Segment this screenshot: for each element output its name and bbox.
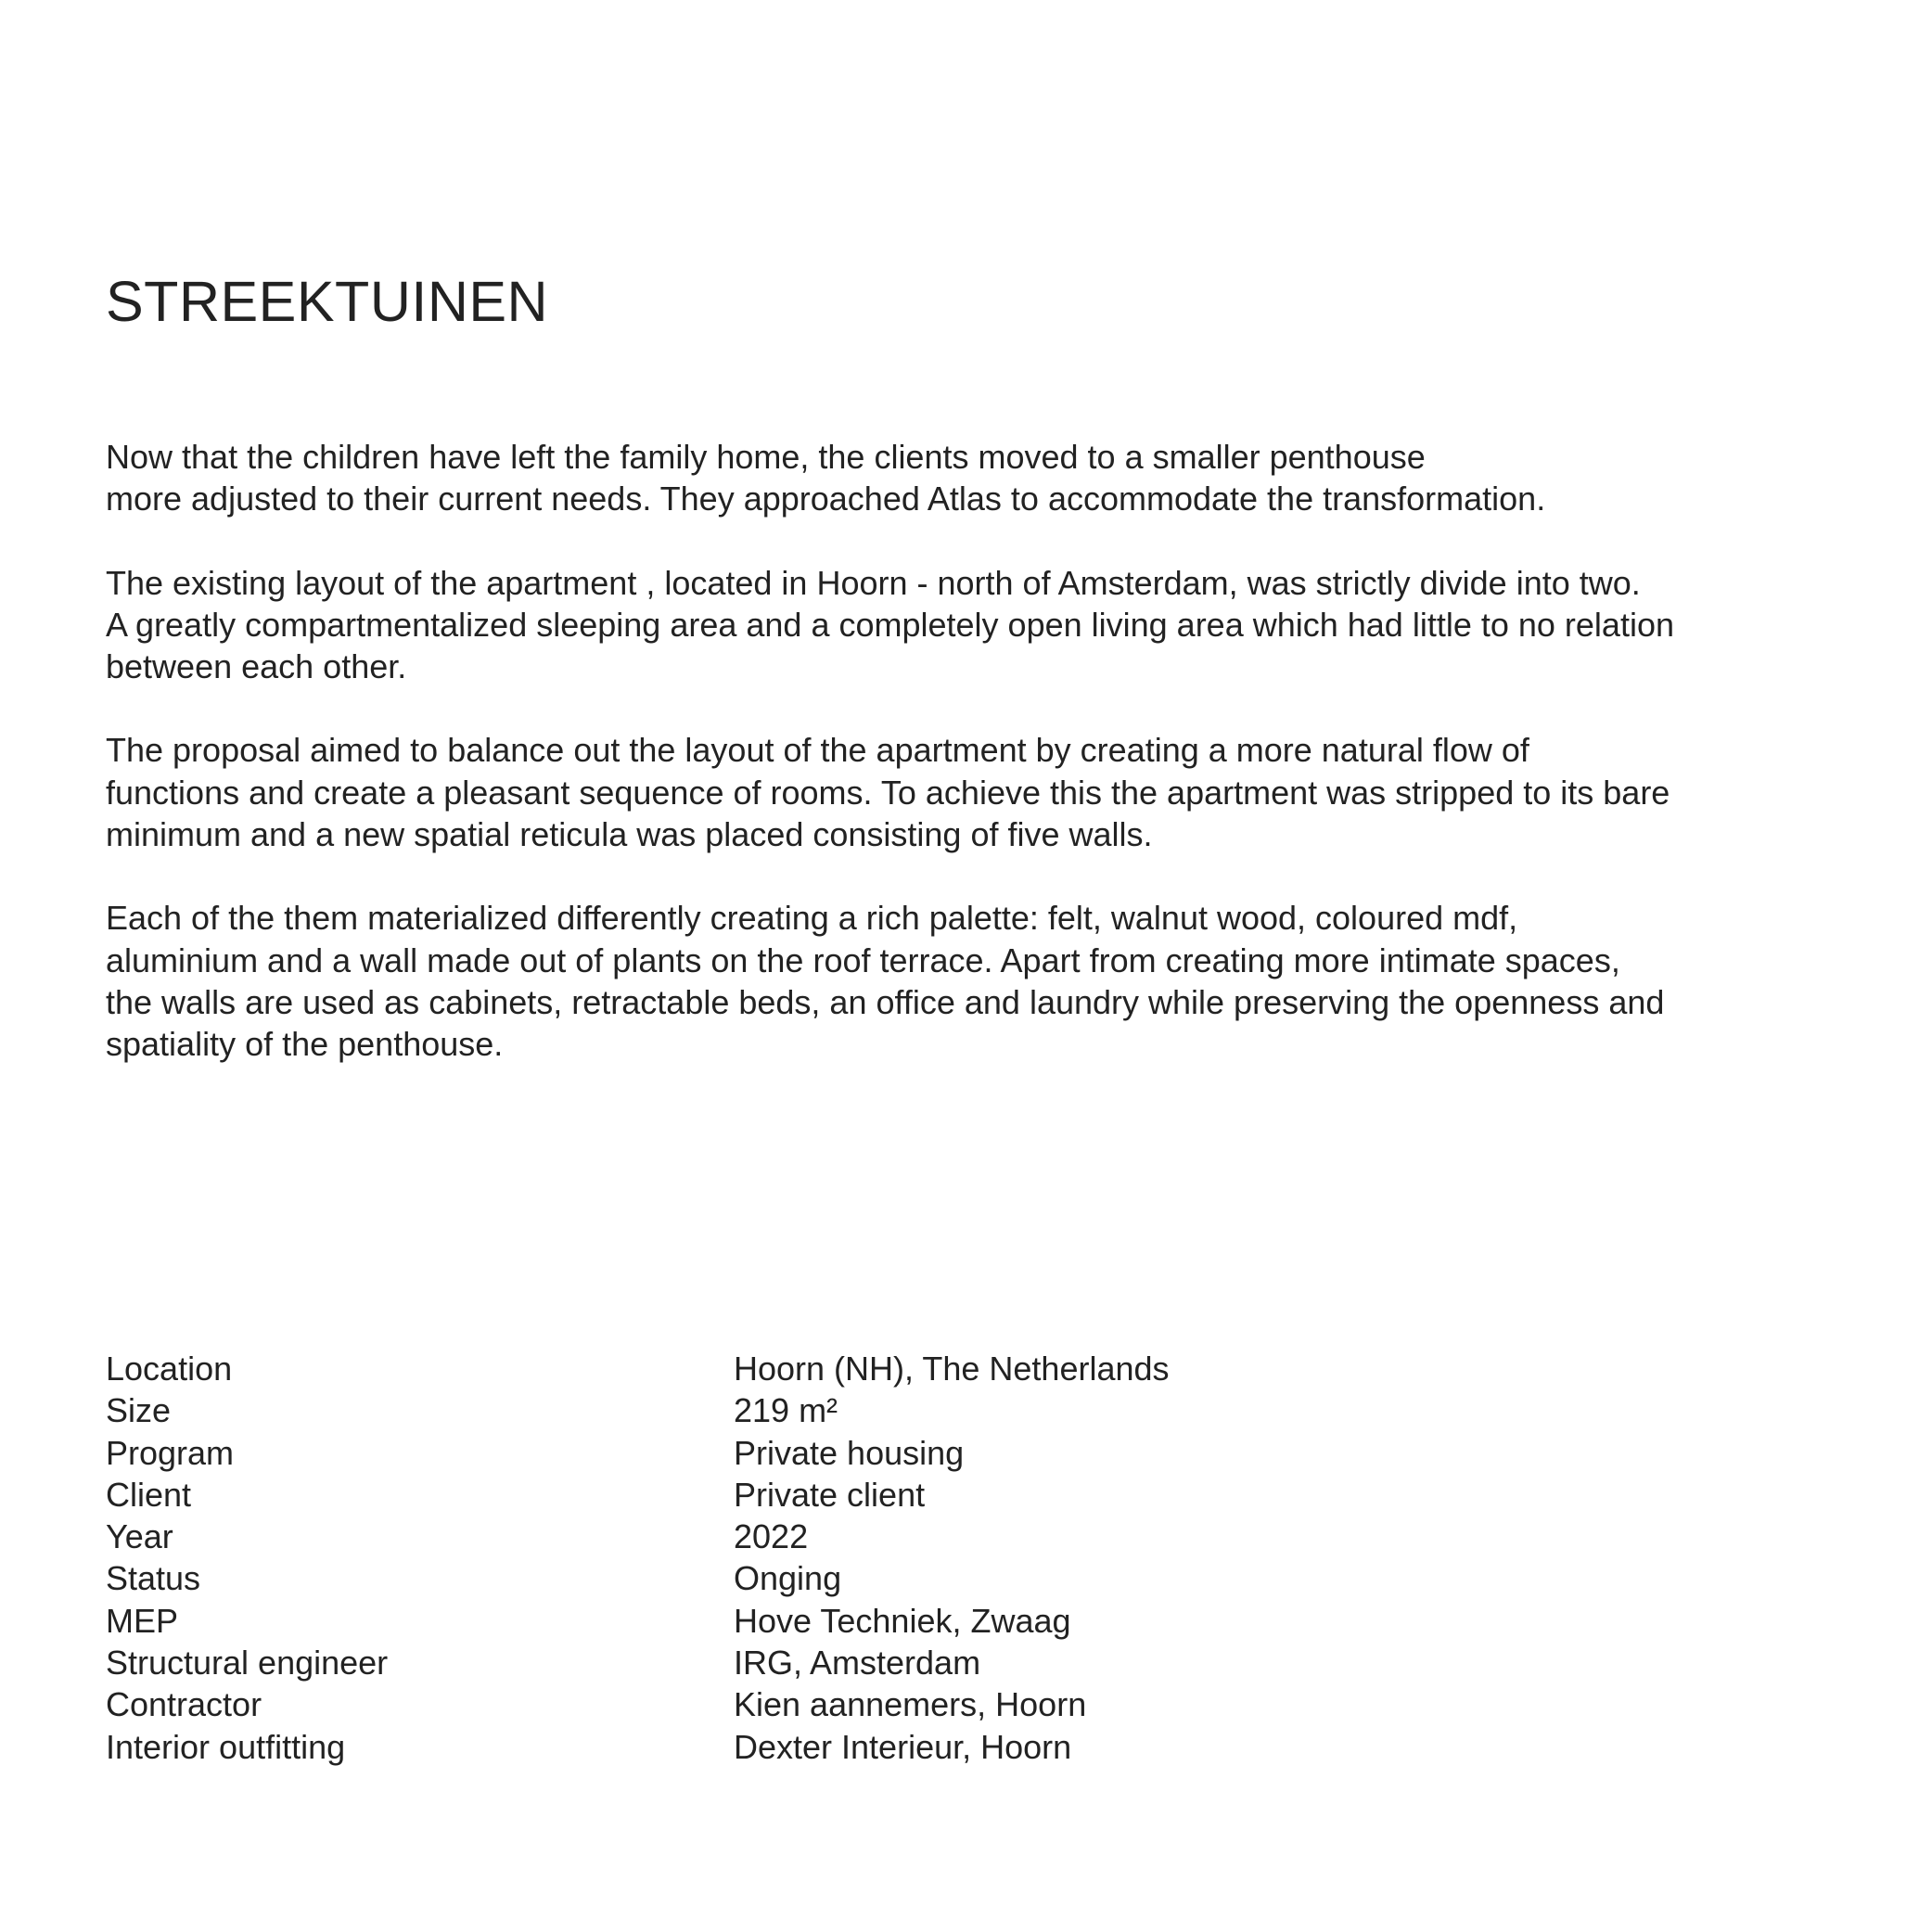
- description-paragraph-3: The proposal aimed to balance out the layout of the apartment by creating a more natural flow of functions and create a pleasant sequence of rooms. To achieve this the apartment was stripped to its bare minimum and a new spatial reticula was placed consisting of five walls.: [106, 731, 1670, 854]
- spec-label: Client: [106, 1475, 192, 1514]
- spec-value: Dexter Interieur, Hoorn: [734, 1727, 1072, 1766]
- description-paragraph-2: The existing layout of the apartment , located in Hoorn - north of Amsterdam, was strictly divide into two. A greatly compartmentalized sleeping area and a completely open living area which had little to no relation between each other.: [106, 563, 1674, 686]
- spec-label: Interior outfitting: [106, 1727, 346, 1766]
- description-paragraph-1: Now that the children have left the family home, the clients moved to a smaller penthouse more adjusted to their current needs. They approached Atlas to accommodate the transformation.: [106, 438, 1546, 518]
- project-description: [106, 436, 1849, 1107]
- spec-value: Hoorn (NH), The Netherlands: [734, 1350, 1170, 1388]
- spec-value: 219 m²: [734, 1391, 838, 1430]
- spec-row-structural-engineer: [106, 1642, 1170, 1683]
- spec-label: Structural engineer: [106, 1644, 389, 1683]
- spec-value: Private housing: [734, 1433, 965, 1472]
- spec-row-size: [106, 1389, 1170, 1431]
- spec-value: 2022: [734, 1517, 809, 1556]
- spec-value: Private client: [734, 1475, 926, 1514]
- spec-label: MEP: [106, 1601, 179, 1640]
- spec-row-mep: [106, 1600, 1170, 1642]
- spec-row-interior-outfitting: [106, 1726, 1170, 1768]
- description-paragraph-4: Each of the them materialized differently creating a rich palette: felt, walnut wood, coloured mdf, aluminium and a wall made out of plants on the roof terrace. Apart from creating more intimate spaces, the walls are used as cabinets, retractable beds, an office and laundry while preserving the openness and spatiality of the penthouse.: [106, 899, 1665, 1064]
- spec-label: Contractor: [106, 1685, 262, 1724]
- spec-label: Location: [106, 1350, 233, 1388]
- spec-value: Kien aannemers, Hoorn: [734, 1685, 1087, 1724]
- spec-label: Size: [106, 1391, 172, 1430]
- spec-row-contractor: [106, 1683, 1170, 1725]
- spec-value: Onging: [734, 1559, 842, 1598]
- spec-row-location: [106, 1348, 1170, 1389]
- spec-label: Program: [106, 1433, 235, 1472]
- spec-label: Year: [106, 1517, 173, 1556]
- spec-row-client: [106, 1474, 1170, 1516]
- spec-row-program: [106, 1432, 1170, 1474]
- spec-value: Hove Techniek, Zwaag: [734, 1601, 1071, 1640]
- spec-row-year: [106, 1516, 1170, 1557]
- spec-row-status: [106, 1557, 1170, 1599]
- spec-value: IRG, Amsterdam: [734, 1644, 981, 1683]
- project-specs-table: [106, 1348, 1170, 1768]
- spec-label: Status: [106, 1559, 201, 1598]
- page-title: STREEKTUINEN: [106, 270, 549, 333]
